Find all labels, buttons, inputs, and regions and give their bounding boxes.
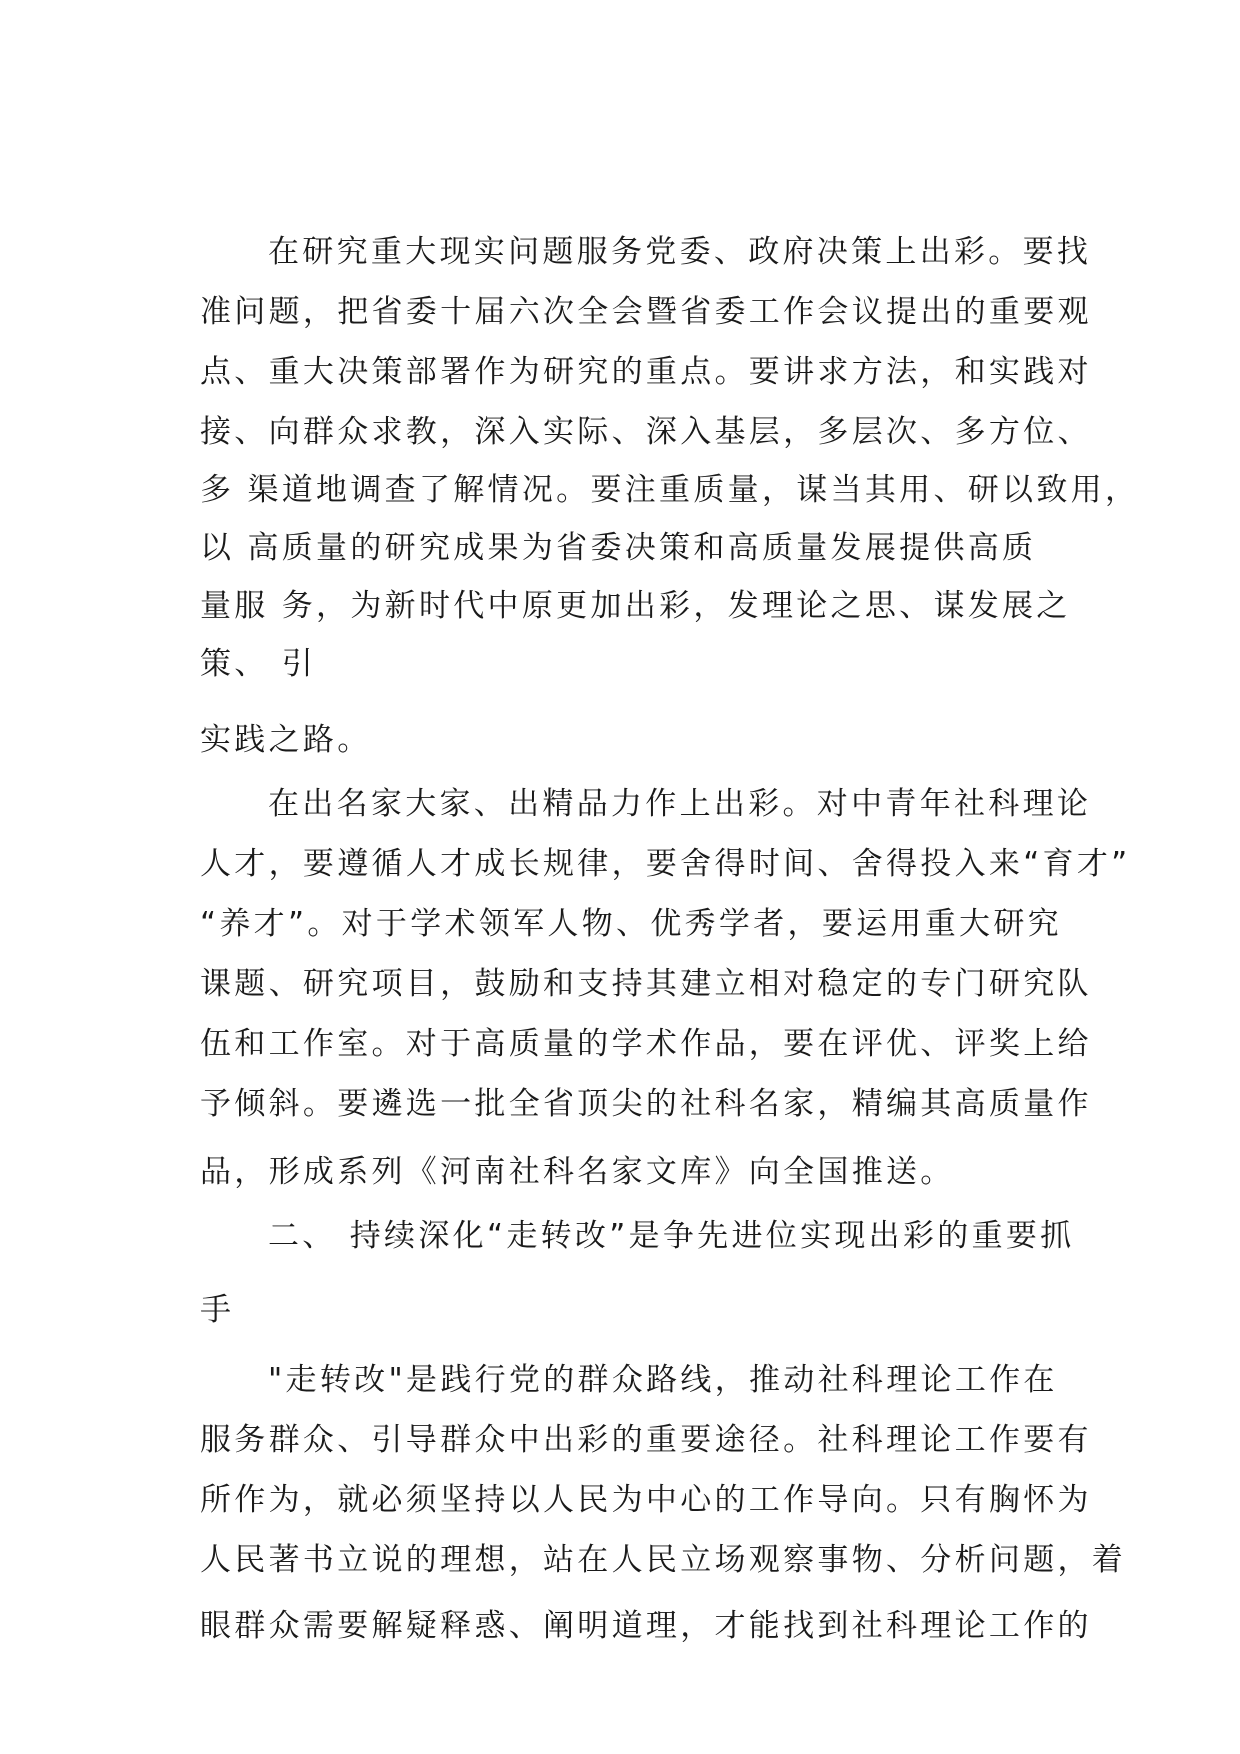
- text-line: 点、重大决策部署作为研究的重点。要讲求方法，和实践对: [200, 354, 1092, 390]
- text-line: 伍和工作室。对于高质量的学术作品，要在评优、评奖上给: [200, 1026, 1092, 1062]
- section-heading-continuation: 手: [200, 1292, 235, 1328]
- text-line: 人民著书立说的理想，站在人民立场观察事物、分析问题，着: [200, 1542, 1127, 1578]
- text-line: 策、 引: [200, 646, 317, 682]
- text-line: 以 高质量的研究成果为省委决策和高质量发展提供高质: [200, 530, 1037, 566]
- text-line: 眼群众需要解疑释惑、阐明道理，才能找到社科理论工作的: [200, 1608, 1092, 1644]
- section-heading: 二、 持续深化“走转改”是争先进位实现出彩的重要抓: [268, 1218, 1075, 1254]
- text-line: 实践之路。: [200, 722, 372, 758]
- text-line: 人才，要遵循人才成长规律，要舍得时间、舍得投入来“育才”: [200, 846, 1131, 882]
- text-line: 品，形成系列《河南社科名家文库》向全国推送。: [200, 1154, 955, 1190]
- text-line: 服务群众、引导群众中出彩的重要途径。社科理论工作要有: [200, 1422, 1092, 1458]
- text-line: “养才”。对于学术领军人物、优秀学者，要运用重大研究: [200, 906, 1062, 942]
- text-line: 准问题，把省委十届六次全会暨省委工作会议提出的重要观: [200, 294, 1092, 330]
- text-line: "走转改"是践行党的群众路线，推动社科理论工作在: [268, 1362, 1058, 1398]
- text-line: 接、向群众求教，深入实际、深入基层，多层次、多方位、: [200, 414, 1092, 450]
- text-line: 课题、研究项目，鼓励和支持其建立相对稳定的专门研究队: [200, 966, 1092, 1002]
- text-line: 在研究重大现实问题服务党委、政府决策上出彩。要找: [268, 234, 1092, 270]
- text-line: 多 渠道地调查了解情况。要注重质量，谋当其用、研以致用，: [200, 472, 1140, 508]
- text-line: 量服 务，为新时代中原更加出彩，发理论之思、谋发展之: [200, 588, 1071, 624]
- text-line: 予倾斜。要遴选一批全省顶尖的社科名家，精编其高质量作: [200, 1086, 1092, 1122]
- text-line: 在出名家大家、出精品力作上出彩。对中青年社科理论: [268, 786, 1092, 822]
- text-line: 所作为，就必须坚持以人民为中心的工作导向。只有胸怀为: [200, 1482, 1092, 1518]
